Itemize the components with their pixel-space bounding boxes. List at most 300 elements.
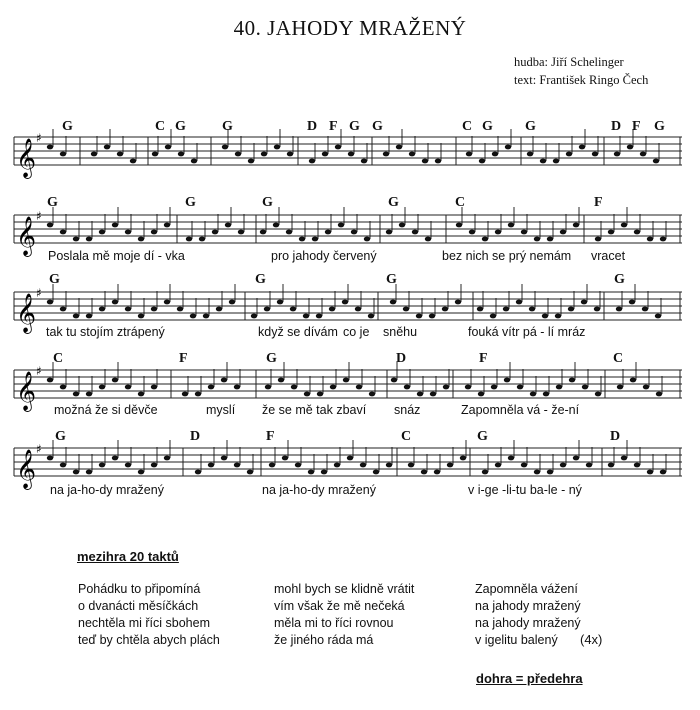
note-head (99, 307, 105, 312)
note-head (291, 385, 297, 390)
verse-column-1 (78, 581, 220, 649)
sharp-icon: ♯ (36, 286, 42, 300)
treble-clef-icon: 𝄞 (16, 371, 37, 411)
note-head (290, 307, 296, 312)
note-head (421, 470, 427, 475)
note-head (247, 470, 253, 475)
note-head (460, 456, 466, 461)
note-head (408, 463, 414, 468)
note-head (586, 463, 592, 468)
note-head (455, 300, 461, 305)
verse-column-2 (274, 581, 414, 649)
note-head (409, 152, 415, 157)
note-head (221, 378, 227, 383)
treble-clef-icon: 𝄞 (16, 293, 37, 333)
lyric-line: co je (343, 325, 370, 339)
note-head (616, 307, 622, 312)
note-head (517, 385, 523, 390)
chord: G (55, 429, 66, 444)
treble-clef-icon: 𝄞 (16, 138, 37, 178)
chord: D (190, 429, 201, 444)
chord: C (53, 351, 64, 366)
note-head (86, 470, 92, 475)
sharp-icon: ♯ (36, 442, 42, 456)
note-head (91, 152, 97, 157)
chord: G (266, 351, 277, 366)
note-head (278, 378, 284, 383)
note-head (430, 392, 436, 397)
note-head (630, 378, 636, 383)
note-head (356, 385, 362, 390)
verse-line: Zapomněla vážení (475, 582, 578, 596)
chord: D (307, 119, 318, 134)
note-head (369, 392, 375, 397)
note-head (568, 307, 574, 312)
verse-line: mohl bych se klidně vrátit (274, 582, 415, 596)
note-head (125, 307, 131, 312)
chord: G (372, 119, 383, 134)
note-head (594, 307, 600, 312)
note-head (203, 314, 209, 319)
note-head (505, 145, 511, 150)
lyric-line: Poslala mě moje dí - vka (48, 249, 185, 263)
staff-1 (0, 125, 700, 195)
treble-clef-icon: 𝄞 (16, 216, 37, 256)
lyric-line: sněhu (383, 325, 418, 339)
note-head (195, 470, 201, 475)
note-head (383, 152, 389, 157)
note-head (138, 314, 144, 319)
note-head (248, 159, 254, 164)
note-head (425, 237, 431, 242)
chord: G (386, 272, 397, 287)
note-head (73, 237, 79, 242)
note-head (403, 307, 409, 312)
sharp-icon: ♯ (36, 364, 42, 378)
note-head (655, 314, 661, 319)
note-head (351, 230, 357, 235)
note-head (138, 392, 144, 397)
note-head (238, 230, 244, 235)
chord: G (654, 119, 665, 134)
note-head (614, 152, 620, 157)
note-head (47, 300, 53, 305)
note-head (190, 314, 196, 319)
note-head (608, 230, 614, 235)
note-head (469, 230, 475, 235)
note-head (643, 385, 649, 390)
note-head (373, 470, 379, 475)
chord: G (47, 195, 58, 210)
note-head (164, 456, 170, 461)
note-head (338, 223, 344, 228)
chord: C (401, 429, 412, 444)
song-title: 40. JAHODY MRAŽENÝ (233, 16, 467, 40)
note-head (560, 230, 566, 235)
note-head (225, 223, 231, 228)
note-head (503, 307, 509, 312)
outro-note: dohra = předehra (476, 671, 583, 686)
note-head (422, 159, 428, 164)
note-head (555, 314, 561, 319)
verse-line: o dvanácti měsíčkách (78, 599, 199, 613)
verse-line: na jahody mražený (475, 616, 581, 630)
note-head (216, 307, 222, 312)
sharp-icon: ♯ (36, 209, 42, 223)
note-head (527, 152, 533, 157)
note-head (164, 300, 170, 305)
note-head (208, 385, 214, 390)
note-head (556, 385, 562, 390)
lyrics-credit: text: František Ringo Čech (514, 73, 649, 87)
note-head (235, 152, 241, 157)
note-head (125, 463, 131, 468)
chord: G (175, 119, 186, 134)
note-head (60, 463, 66, 468)
note-head (125, 230, 131, 235)
note-head (492, 152, 498, 157)
note-head (386, 463, 392, 468)
note-head (269, 463, 275, 468)
note-head (579, 145, 585, 150)
note-head (368, 314, 374, 319)
note-head (329, 307, 335, 312)
note-head (627, 145, 633, 150)
note-head (442, 307, 448, 312)
note-head (355, 307, 361, 312)
note-head (322, 152, 328, 157)
note-head (447, 463, 453, 468)
note-head (47, 456, 53, 461)
note-head (195, 392, 201, 397)
note-head (504, 378, 510, 383)
note-head (234, 463, 240, 468)
note-head (491, 385, 497, 390)
note-head (342, 300, 348, 305)
note-head (212, 230, 218, 235)
note-head (386, 230, 392, 235)
note-head (73, 470, 79, 475)
chord: G (525, 119, 536, 134)
note-head (360, 463, 366, 468)
note-head (647, 237, 653, 242)
chord: C (462, 119, 473, 134)
note-head (543, 392, 549, 397)
note-head (317, 392, 323, 397)
note-head (265, 385, 271, 390)
note-head (299, 237, 305, 242)
note-head (112, 378, 118, 383)
note-head (417, 392, 423, 397)
note-head (112, 456, 118, 461)
lyric-line: snáz (394, 403, 421, 417)
note-head (73, 392, 79, 397)
note-head (86, 314, 92, 319)
note-head (443, 385, 449, 390)
chord: G (614, 272, 625, 287)
note-head (534, 470, 540, 475)
verse-line: vím však že mě nečeká (274, 599, 405, 613)
note-head (112, 300, 118, 305)
note-head (516, 300, 522, 305)
note-head (479, 159, 485, 164)
chord: G (222, 119, 233, 134)
note-head (640, 152, 646, 157)
note-head (334, 463, 340, 468)
note-head (177, 307, 183, 312)
chord: F (632, 119, 641, 134)
note-head (617, 385, 623, 390)
note-head (391, 378, 397, 383)
note-head (429, 314, 435, 319)
note-head (573, 456, 579, 461)
note-head (125, 385, 131, 390)
note-head (642, 307, 648, 312)
verse-line: měla mi to říci rovnou (274, 616, 394, 630)
note-head (495, 463, 501, 468)
lyric-line: v i-ge -li-tu ba-le - ný (468, 483, 582, 497)
note-head (542, 314, 548, 319)
chord: F (479, 351, 488, 366)
note-head (325, 230, 331, 235)
note-head (138, 237, 144, 242)
chord: C (455, 195, 466, 210)
chord: D (611, 119, 622, 134)
lyric-line: myslí (206, 403, 236, 417)
note-head (60, 385, 66, 390)
note-head (592, 152, 598, 157)
treble-clef-icon: 𝄞 (16, 449, 37, 489)
note-head (534, 237, 540, 242)
note-head (47, 145, 53, 150)
lyric-line: na ja-ho-dy mražený (262, 483, 376, 497)
note-head (477, 307, 483, 312)
verse-line: na jahody mražený (475, 599, 581, 613)
verse-line: že jiného ráda má (274, 633, 374, 647)
note-head (343, 378, 349, 383)
note-head (86, 392, 92, 397)
note-head (222, 145, 228, 150)
chord: C (613, 351, 624, 366)
chord: F (594, 195, 603, 210)
chord: C (155, 119, 166, 134)
lyric-line: vracet (591, 249, 626, 263)
chord: D (396, 351, 407, 366)
note-head (152, 152, 158, 157)
note-head (308, 470, 314, 475)
note-head (208, 463, 214, 468)
lyric-line: fouká vítr pá - lí mráz (468, 325, 586, 339)
note-head (186, 237, 192, 242)
repeat-mark: (4x) (580, 632, 603, 647)
note-head (466, 152, 472, 157)
note-head (416, 314, 422, 319)
note-head (221, 456, 227, 461)
note-head (151, 385, 157, 390)
note-head (295, 463, 301, 468)
note-head (495, 230, 501, 235)
note-head (569, 378, 575, 383)
note-head (595, 237, 601, 242)
note-head (47, 378, 53, 383)
verse-line: teď by chtěla abych plách (78, 633, 220, 647)
note-head (560, 463, 566, 468)
staff-system-5 (0, 429, 700, 541)
note-head (287, 152, 293, 157)
note-head (582, 385, 588, 390)
note-head (316, 314, 322, 319)
note-head (264, 307, 270, 312)
note-head (178, 152, 184, 157)
note-head (321, 470, 327, 475)
verse-line: v igelitu balený (475, 633, 558, 647)
note-head (660, 470, 666, 475)
note-head (478, 392, 484, 397)
note-head (404, 385, 410, 390)
note-head (540, 159, 546, 164)
note-head (309, 159, 315, 164)
note-head (303, 314, 309, 319)
note-head (647, 470, 653, 475)
note-head (99, 230, 105, 235)
lyric-line: pro jahody červený (271, 249, 377, 263)
note-head (456, 223, 462, 228)
note-head (251, 314, 257, 319)
note-head (508, 223, 514, 228)
note-head (553, 159, 559, 164)
note-head (234, 385, 240, 390)
chord: G (185, 195, 196, 210)
note-head (634, 463, 640, 468)
note-head (304, 392, 310, 397)
note-head (286, 230, 292, 235)
chord: G (255, 272, 266, 287)
lyric-line: když se dívám (258, 325, 338, 339)
lyric-line: tak tu stojím ztrápený (46, 325, 165, 339)
verse-column-3 (475, 581, 581, 649)
note-head (656, 392, 662, 397)
note-head (229, 300, 235, 305)
note-head (629, 300, 635, 305)
lyric-line: bez nich se prý nemám (442, 249, 572, 263)
note-head (608, 463, 614, 468)
chord: G (62, 119, 73, 134)
note-head (412, 230, 418, 235)
note-head (364, 237, 370, 242)
note-head (435, 159, 441, 164)
note-head (508, 456, 514, 461)
note-head (348, 152, 354, 157)
note-head (165, 145, 171, 150)
note-head (99, 385, 105, 390)
verse-line: nechtěla mi říci sbohem (78, 616, 211, 630)
chord: F (329, 119, 338, 134)
note-head (312, 237, 318, 242)
note-head (361, 159, 367, 164)
note-head (60, 307, 66, 312)
note-head (521, 230, 527, 235)
lyric-line: že se mě tak zbaví (262, 403, 367, 417)
note-head (529, 307, 535, 312)
note-head (573, 223, 579, 228)
note-head (138, 470, 144, 475)
note-head (653, 159, 659, 164)
note-head (482, 470, 488, 475)
note-head (274, 145, 280, 150)
note-head (482, 237, 488, 242)
note-head (130, 159, 136, 164)
note-head (99, 463, 105, 468)
note-head (112, 223, 118, 228)
chord: F (179, 351, 188, 366)
note-head (521, 463, 527, 468)
note-head (273, 223, 279, 228)
note-head (277, 300, 283, 305)
music-credit: hudba: Jiří Schelinger (514, 55, 624, 69)
note-head (86, 237, 92, 242)
note-head (581, 300, 587, 305)
note-head (117, 152, 123, 157)
note-head (151, 230, 157, 235)
note-head (399, 223, 405, 228)
note-head (282, 456, 288, 461)
note-head (595, 392, 601, 397)
note-head (47, 223, 53, 228)
note-head (104, 145, 110, 150)
note-head (490, 314, 496, 319)
note-head (465, 385, 471, 390)
chord: G (477, 429, 488, 444)
note-head (530, 392, 536, 397)
note-head (151, 463, 157, 468)
interlude-heading: mezihra 20 taktů (77, 549, 179, 564)
note-head (199, 237, 205, 242)
chord: G (262, 195, 273, 210)
note-head (261, 152, 267, 157)
chord: F (266, 429, 275, 444)
note-head (151, 307, 157, 312)
note-head (330, 385, 336, 390)
chord: G (349, 119, 360, 134)
chord: G (482, 119, 493, 134)
sharp-icon: ♯ (36, 131, 42, 145)
note-head (390, 300, 396, 305)
note-head (547, 237, 553, 242)
note-head (621, 223, 627, 228)
note-head (434, 470, 440, 475)
note-head (347, 456, 353, 461)
note-head (621, 456, 627, 461)
note-head (73, 314, 79, 319)
lyric-line: na ja-ho-dy mražený (50, 483, 164, 497)
note-head (566, 152, 572, 157)
note-head (547, 470, 553, 475)
note-head (335, 145, 341, 150)
note-head (182, 392, 188, 397)
verse-line: Pohádku to připomíná (78, 582, 201, 596)
lyric-line: možná že si děvče (54, 403, 158, 417)
note-head (60, 152, 66, 157)
note-head (164, 223, 170, 228)
chord: G (388, 195, 399, 210)
note-head (260, 230, 266, 235)
note-head (60, 230, 66, 235)
note-head (660, 237, 666, 242)
note-head (396, 145, 402, 150)
lyric-line: Zapomněla vá - že-ní (461, 403, 580, 417)
note-head (191, 159, 197, 164)
chord: G (49, 272, 60, 287)
